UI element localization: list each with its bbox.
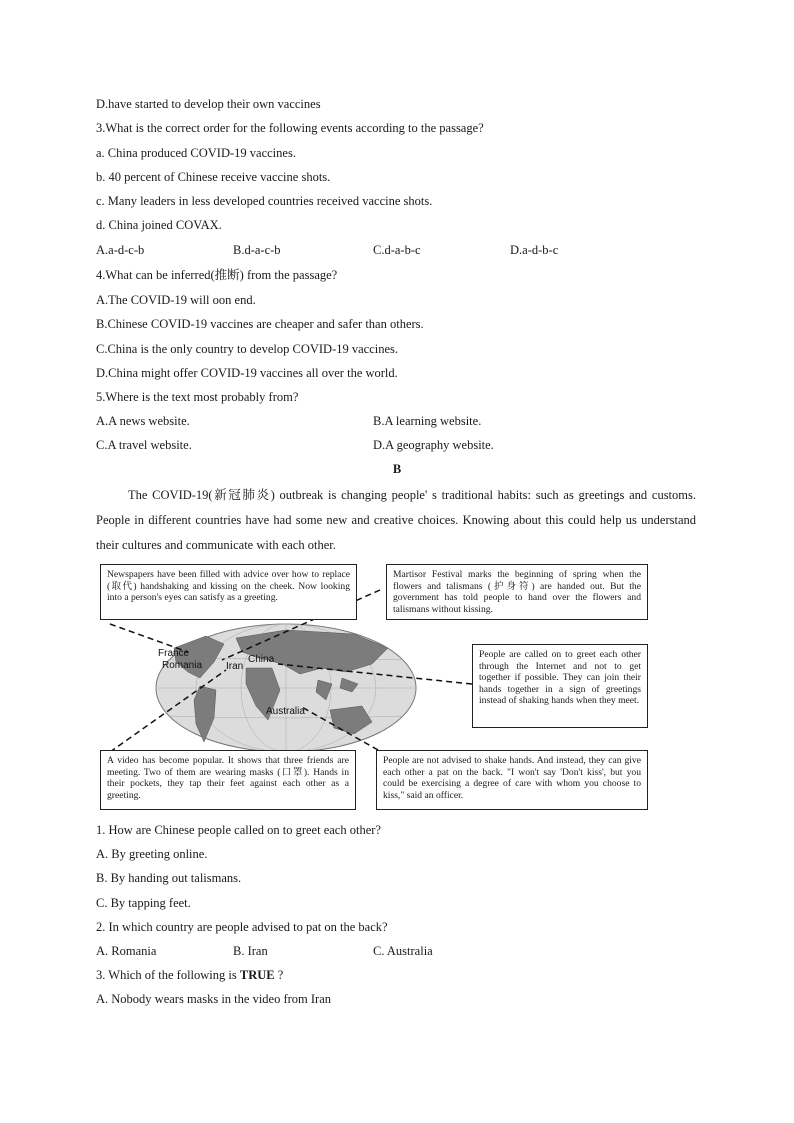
b-q2-option-a[interactable]: A. Romania <box>96 944 157 958</box>
b-q3-question-prefix: 3. Which of the following is <box>96 968 240 982</box>
info-box-romania: Martisor Festival marks the beginning of spring when the flowers and talismans (护身符) are handed out. But the government has told people to hand over the flowers and talismans without kissing. <box>386 564 648 620</box>
q3-option-a[interactable]: A.a-d-c-b <box>96 243 145 257</box>
q5-option-c[interactable]: C.A travel website. <box>96 438 192 452</box>
map-label-china: China <box>248 654 275 665</box>
q3-question: 3.What is the correct order for the following events according to the passage? <box>96 121 484 135</box>
b-q2-option-b[interactable]: B. Iran <box>233 944 268 958</box>
q4-option-b[interactable]: B.Chinese COVID-19 vaccines are cheaper and safer than others. <box>96 317 424 331</box>
q4-option-d[interactable]: D.China might offer COVID-19 vaccines all over the world. <box>96 366 398 380</box>
info-box-australia: People are not advised to shake hands. And instead, they can give each other a pat on the back. "I won't say 'Don't kiss', but you could be exercising a degree of care with whom you choose to kiss," said an officer. <box>376 750 648 810</box>
q5-option-d[interactable]: D.A geography website. <box>373 438 494 452</box>
info-box-iran: A video has become popular. It shows that three friends are meeting. Two of them are wearing masks (口罩). Hands in their pockets, they tap their feet against each other as a greeting. <box>100 750 356 810</box>
q3-option-d[interactable]: D.a-d-b-c <box>510 243 559 257</box>
section-b-intro: The COVID-19(新冠肺炎) outbreak is changing people' s traditional habits: such as greetings and customs. People in different countries have had some new and creative choices. Knowing about this could help us understand their cultures and communicate with each other. <box>96 488 696 552</box>
info-box-france: Newspapers have been filled with advice over how to replace (取代) handshaking and kissing on the cheek. Now looking into a person's eyes can satisfy as a greeting. <box>100 564 357 620</box>
b-q3-question <box>96 967 283 983</box>
q3-option-c[interactable]: C.d-a-b-c <box>373 243 421 257</box>
q3-event-a: a. China produced COVID-19 vaccines. <box>96 146 296 160</box>
info-box-china: People are called on to greet each other through the Internet and not to get together if possible. They can join their hands together in a sign of greetings instead of shaking hands when they meet. <box>472 644 648 728</box>
q2-option-d: D.have started to develop their own vaccines <box>96 97 321 111</box>
q3-event-b: b. 40 percent of Chinese receive vaccine shots. <box>96 170 331 184</box>
q5-option-b[interactable]: B.A learning website. <box>373 414 482 428</box>
b-q3-question-emphasis: TRUE <box>239 968 275 982</box>
q4-question: 4.What can be inferred(推断) from the passage? <box>96 268 338 282</box>
q3-option-b[interactable]: B.d-a-c-b <box>233 243 281 257</box>
q4-option-c[interactable]: C.China is the only country to develop COVID-19 vaccines. <box>96 342 399 356</box>
greetings-figure <box>96 560 648 814</box>
b-q3-question-suffix: ? <box>274 968 284 982</box>
section-b-heading: B <box>392 462 402 476</box>
b-q1-option-c[interactable]: C. By tapping feet. <box>96 896 191 910</box>
map-label-australia: Australia <box>266 706 305 717</box>
q4-option-a[interactable]: A.The COVID-19 will oon end. <box>96 293 256 307</box>
q5-question: 5.Where is the text most probably from? <box>96 390 299 404</box>
b-q1-question: 1. How are Chinese people called on to greet each other? <box>96 823 381 837</box>
q3-event-c: c. Many leaders in less developed countries received vaccine shots. <box>96 194 433 208</box>
b-q1-option-a[interactable]: A. By greeting online. <box>96 847 208 861</box>
q5-option-a[interactable]: A.A news website. <box>96 414 190 428</box>
b-q3-option-a[interactable]: A. Nobody wears masks in the video from Iran <box>96 992 332 1006</box>
map-label-romania: Romania <box>162 660 203 671</box>
b-q1-option-b[interactable]: B. By handing out talismans. <box>96 871 242 885</box>
b-q2-question: 2. In which country are people advised to pat on the back? <box>96 920 388 934</box>
b-q2-option-c[interactable]: C. Australia <box>373 944 433 958</box>
q3-event-d: d. China joined COVAX. <box>96 218 222 232</box>
map-label-france: France <box>158 648 190 659</box>
map-label-iran: Iran <box>226 661 244 672</box>
